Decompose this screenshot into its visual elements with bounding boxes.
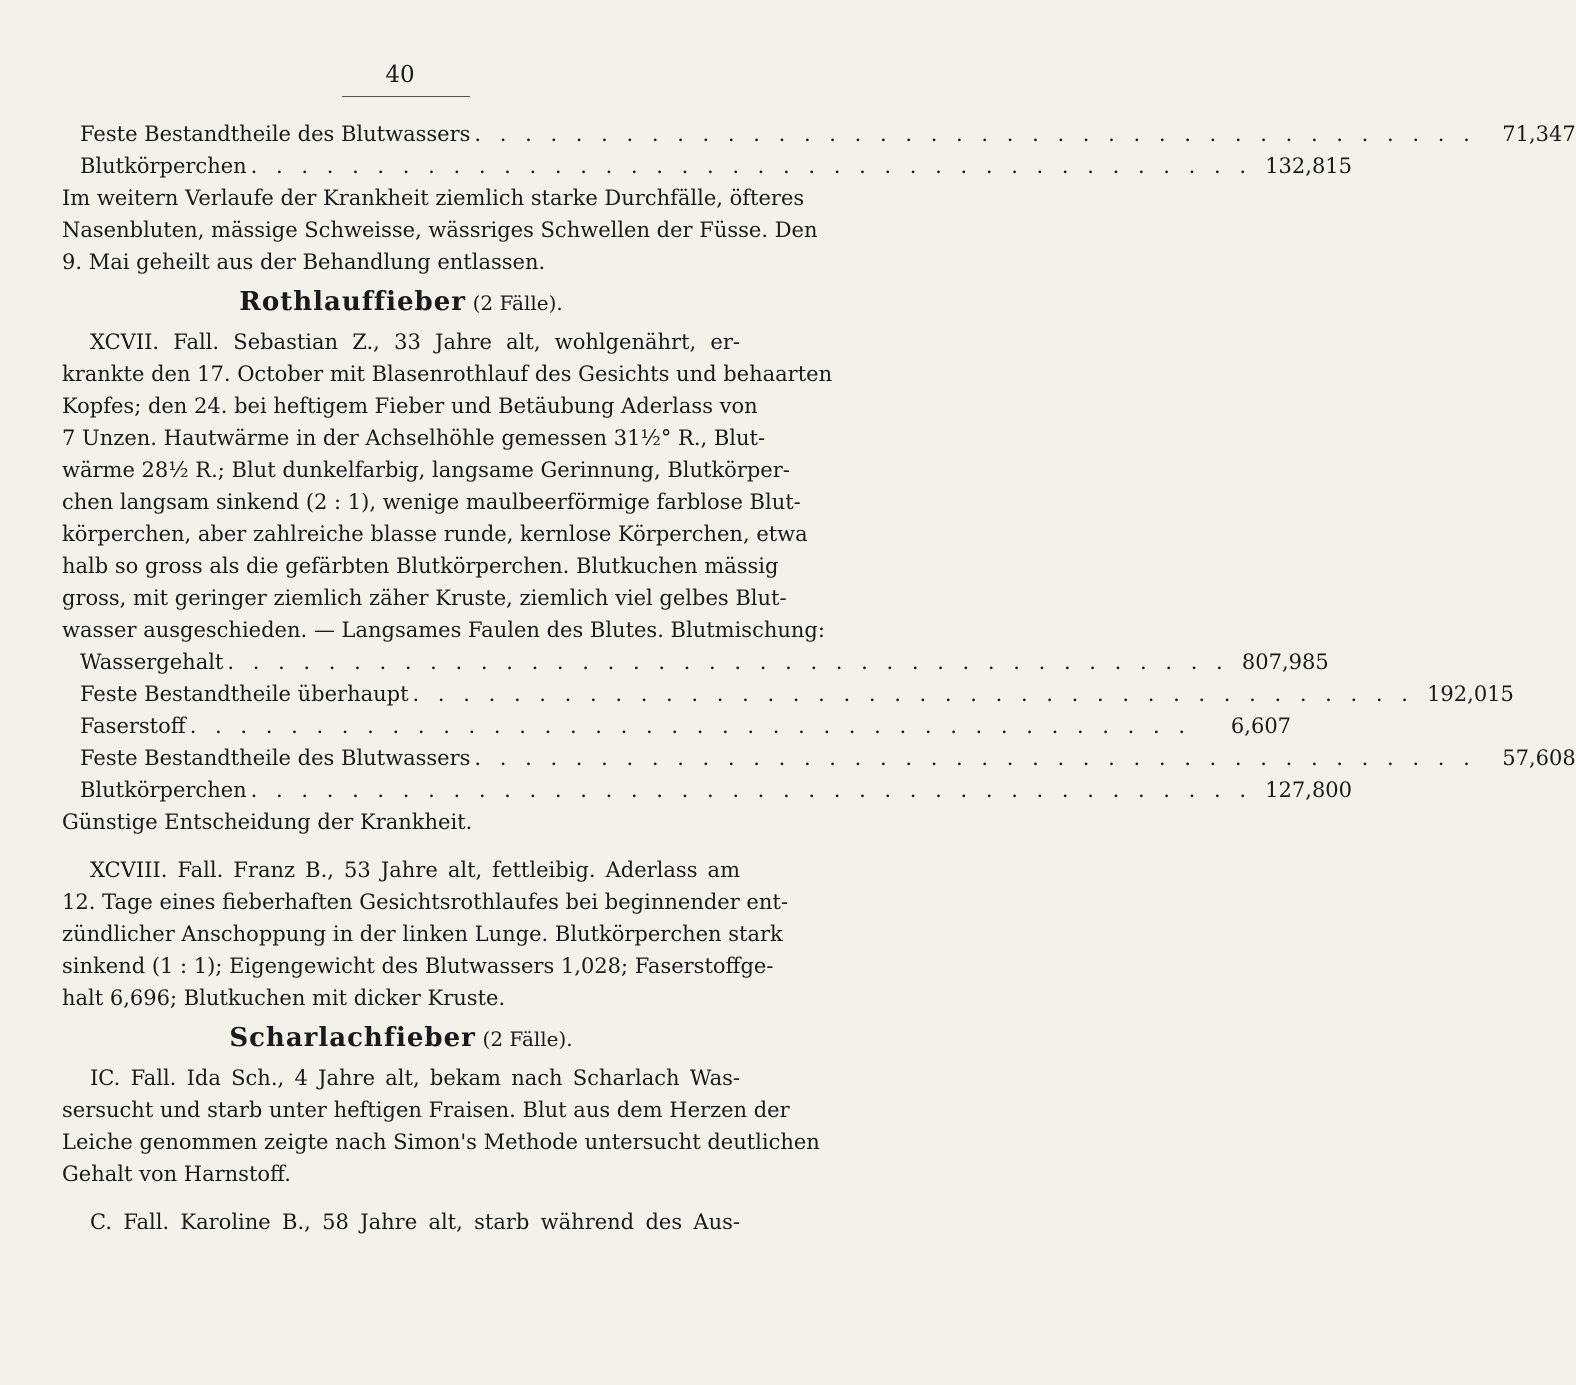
text-line: halt 6,696; Blutkuchen mit dicker Kruste. <box>62 986 506 1010</box>
table-row: Wassergehalt . . . . . . . . . . . . . . . . . . . . . . . . . . . . . . . . . . . . . . . . 807,985 <box>62 646 740 678</box>
blood-table <box>62 646 1576 806</box>
text-line: C. Fall. Karoline B., 58 Jahre alt, starb während des Aus- <box>90 1210 740 1234</box>
text-line: 7 Unzen. Hautwärme in der Achselhöhle gemessen 31½° R., Blut- <box>62 426 766 450</box>
table-row: Blutkörperchen . . . . . . . . . . . . . . . . . . . . . . . . . . . . . . . . . . . . . . . . 127,800 <box>62 774 740 806</box>
case-paragraph <box>62 326 833 646</box>
leader-dots: . . . . . . . . . . . . . . . . . . . . . . . . . . . . . . . . . . . . . . . . <box>250 154 1253 178</box>
case-paragraph <box>62 1206 740 1238</box>
leader-dots: . . . . . . . . . . . . . . . . . . . . . . . . . . . . . . . . . . . . . . . . <box>412 682 1414 706</box>
section-count: (2 Fälle). <box>482 1027 573 1051</box>
text-line: IC. Fall. Ida Sch., 4 Jahre alt, bekam nach Scharlach Was- <box>90 1066 740 1090</box>
text-line: körperchen, aber zahlreiche blasse runde, kernlose Körperchen, etwa <box>62 522 808 546</box>
text-line: 9. Mai geheilt aus der Behandlung entlassen. <box>62 250 546 274</box>
text-line: Günstige Entscheidung der Krankheit. <box>62 810 473 834</box>
leader-dots: . . . . . . . . . . . . . . . . . . . . . . . . . . . . . . . . . . . . . . . . <box>474 122 1476 146</box>
text-line: sinkend (1 : 1); Eigengewicht des Blutwassers 1,028; Faserstoffge- <box>62 954 774 978</box>
section-title: Rothlauffieber <box>239 287 466 317</box>
table-row: Blutkörperchen . . . . . . . . . . . . . . . . . . . . . . . . . . . . . . . . . . . . . . . . 132,815 <box>62 150 740 182</box>
leader-dots: . . . . . . . . . . . . . . . . . . . . . . . . . . . . . . . . . . . . . . . . <box>250 778 1253 802</box>
table-row: Feste Bestandtheile überhaupt . . . . . . . . . . . . . . . . . . . . . . . . . . . . . . . . . . . . . . . . 192,015 <box>62 678 740 710</box>
table-row: Faserstoff . . . . . . . . . . . . . . . . . . . . . . . . . . . . . . . . . . . . . . . . 6,607 <box>62 710 740 742</box>
paragraph <box>62 182 818 278</box>
text-line: chen langsam sinkend (2 : 1), wenige maulbeerförmige farblose Blut- <box>62 490 801 514</box>
leader-dots: . . . . . . . . . . . . . . . . . . . . . . . . . . . . . . . . . . . . . . . . <box>227 650 1229 674</box>
text-line: 12. Tage eines fieberhaften Gesichtsrothlaufes bei beginnender ent- <box>62 890 788 914</box>
text-line: Im weitern Verlaufe der Krankheit ziemlich starke Durchfälle, öfteres <box>62 186 805 210</box>
page-body <box>62 118 1576 1238</box>
text-line: wärme 28½ R.; Blut dunkelfarbig, langsame Gerinnung, Blutkörper- <box>62 458 790 482</box>
text-line: halb so gross als die gefärbten Blutkörperchen. Blutkuchen mässig <box>62 554 779 578</box>
table-row: Feste Bestandtheile des Blutwassers . . . . . . . . . . . . . . . . . . . . . . . . . . . . . . . . . . . . . . . . 71,347 <box>62 118 740 150</box>
text-line: Leiche genommen zeigte nach Simon's Methode untersucht deutlichen <box>62 1130 820 1154</box>
section-title: Scharlachfieber <box>229 1023 476 1053</box>
header-rule <box>342 96 470 97</box>
text-line: Nasenbluten, mässige Schweisse, wässriges Schwellen der Füsse. Den <box>62 218 818 242</box>
section-heading <box>62 278 740 326</box>
text-line: sersucht und starb unter heftigen Fraisen. Blut aus dem Herzen der <box>62 1098 790 1122</box>
leader-dots: . . . . . . . . . . . . . . . . . . . . . . . . . . . . . . . . . . . . . . . . <box>474 746 1476 770</box>
table-row: Feste Bestandtheile des Blutwassers . . . . . . . . . . . . . . . . . . . . . . . . . . . . . . . . . . . . . . . . 57,608 <box>62 742 740 774</box>
text-line: krankte den 17. October mit Blasenrothlauf des Gesichts und behaarten <box>62 362 833 386</box>
leader-dots: . . . . . . . . . . . . . . . . . . . . . . . . . . . . . . . . . . . . . . . . <box>189 714 1192 738</box>
case-paragraph <box>62 1062 820 1190</box>
section-count: (2 Fälle). <box>472 291 563 315</box>
page-number: 40 <box>385 62 415 88</box>
text-line: gross, mit geringer ziemlich zäher Kruste, ziemlich viel gelbes Blut- <box>62 586 787 610</box>
text-line: zündlicher Anschoppung in der linken Lunge. Blutkörperchen stark <box>62 922 783 946</box>
text-line: wasser ausgeschieden. — Langsames Faulen des Blutes. Blutmischung: <box>62 618 825 642</box>
text-line: Gehalt von Harnstoff. <box>62 1162 291 1186</box>
text-line: Kopfes; den 24. bei heftigem Fieber und Betäubung Aderlass von <box>62 394 758 418</box>
section-heading <box>62 1014 740 1062</box>
case-paragraph <box>62 854 788 1014</box>
text-line: XCVII. Fall. Sebastian Z., 33 Jahre alt, wohlgenährt, er- <box>90 330 740 354</box>
text-line: XCVIII. Fall. Franz B., 53 Jahre alt, fettleibig. Aderlass am <box>90 858 740 882</box>
